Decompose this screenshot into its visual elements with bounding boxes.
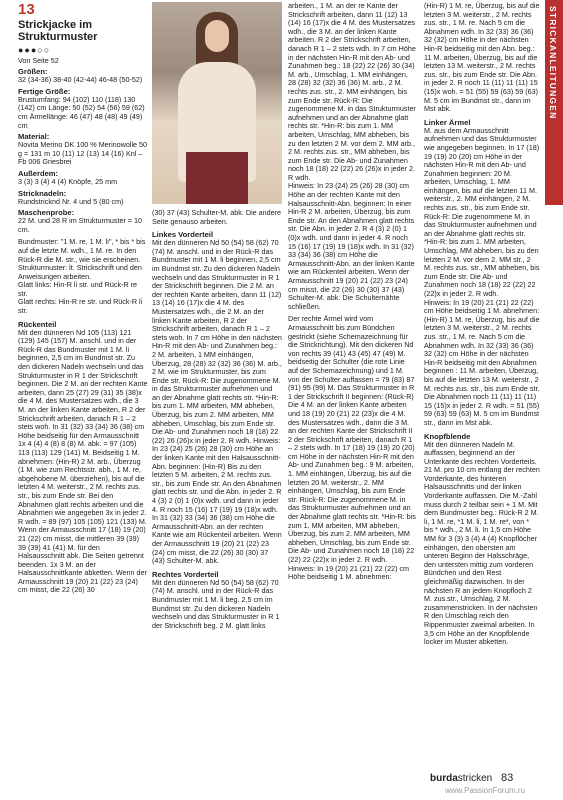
text-strukturmuster: Strukturmuster: lt. Strickschrift und den Anweisungen arbeiten. [18, 263, 142, 281]
text-maschenprobe: 22 M. und 28 R im Strukturmuster = 10 cm. [18, 216, 143, 234]
text-stricknadeln: Rundstricknd Nr. 4 und 5 (80 cm) [18, 196, 124, 206]
text-linker-aermel: M. aus dem Armausschnitt aufnehmen und das Strukturmuster wie angegeben beginnen. In 17 (18) 19 (19) 20 (20) cm Höhe in der nächsten Hin-R mit den Ab- und Zunahmen beginnen: 20 M. arbeiten, Umschlag, 1. MM einhängen, bis auf die letzten 11 M. weiterstr., 2. MM einhängen, 2 M. rechts zus. str., bis zum Ende str. Rück-R: Die zugenommene M. in das Strukturmuster aufnehmen und an der Abnahme glatt rechts str. *Hin-R: bis zum 1. MM arbeiten, Umschlag, MM abheben, bis zu den letzten 2 M. vor dem 2. MM str., 2 M. rechts zus. str., MM abheben, bis zum Ende str. Die Ab- und Zunahmen noch 18 (18) 22 (22) 22 (22)x in jeder 2. R wdh. [424, 125, 540, 298]
text-glatt-rechts: Glatt rechts: Hin-R re str. und Rück-R li str. [18, 297, 143, 316]
text-col4-intro: (Hin-R) 1 M. re, Überzug, bis auf die letzten 3 M. weiterstr., 2 M. rechts zus. str., 1 M. re. Nach 5 cm die Abnahmen wdh. In 32 (33) 36 (36) 32 (32) cm Höhe in der nächsten Hin-R beidseitig mit den Abn. beg.: 11 M. arbeiten, Überzug, bis auf die letzten 13 M. weiterstr., 2 M. rechts zus. str., bis zum Ende str. Die Abn. in jeder 2. R noch 11 (11) 11 (11) 15 (15)x woh. = 51 (55) 59 (63) 59 (63) M. 5 cm im Bundmst str., dann im Mst abk. [424, 1, 540, 114]
heading-groessen: Größen: [18, 67, 48, 77]
text-col4-hinweis: Hinweis: In 19 (20) 21 (21) 22 (22) cm Höhe beidseitig 1 M. abnehmen: (Hin-R) 1 M. re, Überzug, bis auf die letzten 3 M. weiterstr., 2 M. rechts zus. str., 1 M. re. Nach 5 cm die Abnahmen wdh. In 32 (33) 36 (36) 32 (32) cm Höhe in der nächsten Hin-R beidseitig mit den Abnahmen beginnen : 11 M. arbeiten, Überzug, bis auf die letzten 13 M. weiterstr., 2 M. rechts zus. str., bis zum Ende str. Die Abnahmen noch 11 (11) 11 (11) 15 (15)x in jeder 2. R wdh. = 51 (55) 59 (63) 59 (63) M. 5 cm im Bundmst str., dann im Mst abk. [424, 297, 540, 427]
brand-logo: burda [430, 773, 458, 784]
pattern-number: 13 [18, 1, 35, 18]
heading-maschenprobe: Maschenprobe: [18, 208, 75, 218]
text-material: Novita Merino DK 100 % Merinowolle 50 g = 131 m 10 (11) 12 (13) 14 (16) Knl – Fb 006 Griesbrei [18, 140, 148, 167]
heading-knopfblende: Knopfblende [424, 431, 471, 441]
page-number: 83 [501, 772, 514, 784]
heading-linker-aermel: Linker Ärmel [424, 117, 471, 127]
heading-material: Material: [18, 132, 50, 142]
text-col2-intro: (30) 37 (43) Schulter-M. abk. Die andere Seite genauso arbeiten. [152, 208, 282, 226]
heading-stricknadeln: Stricknadeln: [18, 188, 67, 198]
source-note: Von Seite 52 [18, 55, 59, 65]
text-rueckenteil: Mit den dünneren Nd 105 (113) 121 (129) 145 (157) M. anschl. und in der Rück-R das Bundmuster mit 1 M. li beginnen, 2,5 cm im Bundmst str. Zu den dickeren Nadeln wechseln und das Strukturmuster in R 1 der Strickschrift beginnen. Die 2 M. an der rechten Kante arbeiten, dann 25 (27) 29 (31) 35 (38)x die 4 M. des Mustersatzes wdh., die 3 M. an der linken Kante arbeiten, R 2 der Strickschrift arbeiten, danach R 1 – 2 stets woh. In 31 (32) 33 (34) 36 (38) cm Höhe beidseitig für den Armausschnitt 1x 4 (4) 4 (8) 8 (8) M. abk. = 97 (105) 113 (113) 129 (141) M. Beidseitig 1 M. abnehmen: (Hin-R) 2 M. arb., Überzug (1 M. wie zum Rechtsstr. abh., 1 M. re, abgehobene M. überziehen), bis auf die letzten 4 M. weiterstr., 2 M. rechts zus. str., bis zum Ende str. Bei den Abnahmen glatt rechts arbeiten und die Abnahmen wie angegeben 3x in jeder 2. R wdh. = 89 (97) 105 (105) 121 (133) M. Wenn der Armausschnitt 17 (18) 19 (20) 21 (22) cm misst, die mittleren 39 (39) 39 (39) 41 (41) M. für den Halsausschnitt abk. Die Seiten getrennt beenden. 1x 3 M. an der Halsausschnittkante abketten. Wenn der Armausschnitt 19 (20) 21 (22) 23 (24) cm misst, die 22 (26) 30 [18, 327, 148, 595]
sidebar-label: STRICKANLEITUNGEN [548, 6, 558, 120]
text-glatt-links: Glatt links: Hin-R li str. und Rück-R re str. [18, 280, 138, 298]
column-1 [18, 2, 148, 595]
text-groessen: 32 (34-36) 38-40 (42-44) 46-48 (50-52) [18, 75, 143, 85]
text-ausserdem: 3 (3) 3 (4) 4 (4) Knöpfe, 25 mm [18, 176, 118, 186]
heading-linkes-vorderteil: Linkes Vorderteil [152, 230, 214, 240]
text-col3-intro: arbeiten., 1 M. an der re Kante der Strickschrift arbeiten, dann 11 (12) 13 (14) 16 (17)x die 4 M. des Mustersatzes wdh., die 3 M. an der linken Kante arbeiten. R 2 der Strickschrift arbeiten, danach R 1 – 2 stets wdh. In 7 cm Höhe in der nächsten Hin-R mit den Ab- und Zunahmen beg.: 18 (22) 22 (26) 30 (34) M. arb., Umschlag, 1. MM einhängen, 28 (28) 32 (32) 36 (36) M. arb., 2 M. rechts zus. str., 2. MM einhängen, bis zum Ende str. Rück-R: Die zugenommene M. in das Strukturmuster aufnehmen und an der Abnahme glatt rechts str. *Hin-R: bis zum 1. MM arbeiten, Umschlag, MM abheben, bis zu den letzten 2 M. vor dem 2. MM arb., 2 M. rechts zus. str., MM abheben, bis zum Ende str. Die Ab- und Zunahmen noch 18 (18) 22 (22) 26 (26)x in jeder 2. R wdh. [288, 1, 416, 182]
text-linkes-vorderteil: Mit den dünneren Nd 50 (54) 58 (62) 70 (74) M. anschl. und in der Rück-R das Bundmuster mit 1 M. li beginnen, 2,5 cm im Bundmst str. Zu den dickeren Nadeln wechseln und das Strukturmuster in R 1 der Strickschrift beginnen. Die 2 M. an der rechten Kante arbeiten, dann 11 (12) 13 (14) 16 (17)x die 4 M. des Mustersatzes wdh., die 2 M. an der linken Kante arbeiten, R 2 der Strickschrift arbeiten, danach R 1 – 2 stets woh. In 7 cm Höhe in den nächsten Hin-R mit den Ab- und Zunahmen beg.: 2 M. arbeiten, 1 MM einhängen, Überzug, 28 (28) 32 (32) 36 (36) M. arb., 2 M. wie im Strukturmuster, bis zum Ende str. Rück-R: Die zugenommene M. in das Strukturmuster aufnehmen und an der Abnahme glatt rechts str. *Hin-R: bis zum 1. MM arbeiten, MM abheben, Überzug, bis zum 2. MM arbeiten, MM abheben, Umschlag, bis zum Ende str. Die Ab- und Zunahmen noch 18 (18) 22 (22) 26 (26)x in jeder 2. R wdh. Hinweis: In 23 (24) 25 (26) 28 (30) cm Höhe an der linken Kante mit den Halsausschnitt-Abn. beginnen: (Hin-R) Bis zu den letzten 5 M. arbeiten, 2 M. rechts zus. str., bis zum Ende str. An den Abnahmen glatt rechts str. und die Abn. in jeder 2. R 4 (3) 2 (0) 1 (0)x wdh. und dann in jeder 4. R noch 15 (16) 17 (19) 19 (18)x wdh. In 31 (32) 33 (34) 36 (38) cm Höhe die Armausschnitt-Abn. an der rechten Kante wie am Rückenteil arbeiten. Wenn der Armausschnitt 19 (20) 21 (22) 23 (24) cm misst, die 22 (26) 30 (30) 37 (43) Schulter-M. abk. [152, 238, 282, 566]
page-footer [430, 772, 513, 784]
column-2 [152, 209, 282, 630]
pattern-title: Strickjacke im Strukturmuster [18, 19, 98, 43]
heading-rueckenteil: Rückenteil [18, 319, 57, 329]
heading-rechtes-vorderteil: Rechtes Vorderteil [152, 569, 219, 579]
text-col3-hinweis: Hinweis: In 23 (24) 25 (26) 28 (30) cm Höhe an der rechten Kante mit den Halsausschnitt-Abn. beginnen: In einer Hin-R 2 M. arbeiten, Überzug, bis zum Ende str. An den Abnahmen glatt rechts str. Die Abn. in jeder 2. R 4 (3) 2 (0) 1 (0)x wdh. und dann in jeder 4. R noch 15 (16) 17 (19) 19 (18)x wdh. In 31 (32) 33 (34) 36 (38) cm Höhe die Armausschnitt-Abn. an der linken Kante wie am Rückenteil arbeiten. Wenn der Armausschnitt 19 (20) 21 (22) 23 (24) cm misst, die 22 (26) 30 (30) 37 (43) Schulter-M. abk. Die Schulternähte schließen. [288, 181, 415, 311]
section-sidebar [545, 0, 563, 205]
text-fertig: Brustumfang: 94 (102) 110 (118) 130 (142) cm Länge: 50 (52) 54 (56) 59 (62) cm Ärmellänge: 46 (47) 48 (48) 49 (49) cm [18, 94, 145, 130]
model-photo [152, 2, 282, 204]
text-rechtes-vorderteil: Mit den dünneren Nd 50 (54) 58 (62) 70 (74) M. anschl. und in der Rück-R das Bundmuster mit 1 M. li beg. 2,5 cm im Bundmst str. Zu den dickeren Nadeln wechseln und das Strukturmuster in R 1 der Strickschrift beg. 2 M. glatt links [152, 577, 280, 630]
column-3 [288, 2, 416, 582]
heading-ausserdem: Außerdem: [18, 168, 59, 178]
text-rechter-aermel: Der rechte Ärmel wird vom Armausschnitt bis zum Bündchen gestrickt (siehe Schemazeichnung für die Strickrichtung). Mit den dickeren Nd von rechts 39 (41) 43 (45) 47 (49) M. beidseitig der Schulter (die rote Linie auf der Schemazeichnung) und 1 M. von der Schulter auffassen = 79 (83) 87 (91) 95 (99) M. Das Strukturmuster in R 1 der Strickschrift II beginnen: (Rück-R) Die 4 M. an der linken Kante arbeiten und 18 (19) 20 (21) 22 (23)x die 4 M. des Mustersatzes wdh., dann die 3 M. an der rechten Kante der Strickschrift II 2 der Strickschrift arbeiten, danach R 1 – 2 stets wdh. In 17 (18) 19 (19) 20 (20) cm Höhe in der nächsten Hin-R mit den Ab- und Zunahmen beg.: 9 M. arbeiten, 1. MM einhängen, Überzug, bis auf die letzten 20 M. weiterstr., 2. MM einhängen, Umschlag, bis zum Ende str. Rück-R: Die zugenommene M. in das Strukturmuster aufnehmen und an der Abnahme glatt rechts str. *Hin-R: bis zum 1. MM arbeiten, MM abheben, Überzug, bis zum 2. MM arbeiten, MM abheben, Umschlag, bis zum Ende str. Die Ab- und Zunahmen noch 18 (18) 22 (22) 22 (22)x in jeder 2. R wdh. Hinweis: In 19 (20) 21 (21) 22 (22) cm Höhe beidseitig 1 M. abnehmen: [288, 314, 416, 582]
difficulty-rating: ●●●○○ [18, 45, 51, 55]
watermark: www.PassionForum.ru [445, 786, 526, 795]
column-4 [424, 2, 540, 647]
brand-suffix: stricken [457, 773, 493, 784]
heading-fertig: Fertige Größe: [18, 86, 71, 96]
text-bundmuster: Bundmuster: "1 M. re, 1 M. li", * bis * bis auf die letzte M. wdh., 1 M. re. In den Rück-R die M. str., wie sie erscheinen. [18, 237, 146, 264]
text-knopfblende: Mit den dünneren Nadeln M. auffassen, beginnend an der Unterkante des rechten Vorderteils. 21 M. pro 10 cm entlang der rechten Vorderkante, des hinteren Halsausschnitts und der linken Vorderkante auffassen. Die M.-Zahl muss durch 2 teilbar sein + 1 M. Mit dem Bundmuster beg.: Rück-R 2 M. li, 1 M. re, *1 M. li, 1 M. re*, von * bis * wdh., 2 M. li. In 1,5 cm Höhe MM für 3 (3) 3 (4) 4 (4) Knopflöcher einhängen, den obersten am unteren Beginn der Halsschräge, den untersten mittig zum vorderen Bündchen und den Rest gleichmäßig dazwischen. In der nächsten R an jedem Knopfloch 2 M. zus.str., Umschlag, 2 M. zusammenstricken. In der nächsten R den Umschlag reich den Rippenmuster zweimal arbeiten. In 3,5 cm Höhe an der Knopfblende locker im Muster abketten. [424, 439, 540, 647]
